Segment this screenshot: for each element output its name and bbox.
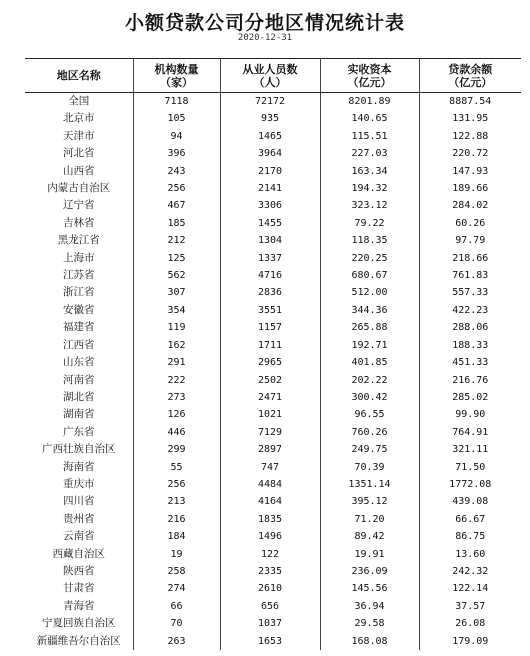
table-row [25,580,521,597]
cell-institutions: 216 [133,511,220,528]
cell-loan-balance: 179.09 [452,635,489,647]
cell-loan-balance: 216.76 [452,374,489,386]
header-paid-in-capital [320,59,419,93]
cell-region: 福建省 [25,319,133,336]
cell-paid-in-capital: 395.12 [320,493,419,510]
cell-employees: 2836 [220,284,320,301]
cell-loan-balance: 189.66 [452,183,489,195]
cell-paid-in-capital: 140.65 [320,110,419,127]
cell-employees: 2502 [220,372,320,389]
cell-region: 青海省 [25,598,133,615]
cell-institutions: 467 [133,197,220,214]
cell-region: 湖南省 [25,406,133,423]
cell-loan-balance: 218.66 [452,252,489,264]
table-row [25,598,521,615]
table-row [25,128,521,145]
cell-region: 天津市 [25,128,133,145]
cell-paid-in-capital: 249.75 [320,441,419,458]
cell-institutions: 354 [133,302,220,319]
table-row [25,319,521,336]
cell-region: 吉林省 [25,215,133,232]
cell-institutions: 66 [133,598,220,615]
cell-paid-in-capital: 96.55 [320,406,419,423]
cell-paid-in-capital: 265.88 [320,319,419,336]
cell-paid-in-capital: 300.42 [320,389,419,406]
cell-paid-in-capital: 36.94 [320,598,419,615]
report-date: 2020-12-31 [237,33,293,43]
table-row [25,615,521,632]
cell-loan-balance: 66.67 [455,513,486,525]
cell-institutions: 258 [133,563,220,580]
cell-region: 河南省 [25,372,133,389]
header-loan-balance [419,59,521,93]
cell-institutions: 7118 [133,93,220,111]
cell-institutions: 94 [133,128,220,145]
table-row [25,406,521,423]
table-row [25,476,521,493]
cell-region: 内蒙古自治区 [25,180,133,197]
table-row [25,197,521,214]
header-unit: （亿元） [448,75,493,89]
cell-loan-balance: 288.06 [452,322,489,334]
cell-institutions: 162 [133,337,220,354]
cell-employees: 2170 [220,163,320,180]
cell-paid-in-capital: 1351.14 [320,476,419,493]
cell-region: 黑龙江省 [25,232,133,249]
cell-employees: 2610 [220,580,320,597]
cell-loan-balance: 147.93 [452,165,489,177]
cell-paid-in-capital: 220.25 [320,250,419,267]
table-row [25,93,521,111]
cell-institutions: 307 [133,284,220,301]
cell-region: 陕西省 [25,563,133,580]
cell-region: 贵州省 [25,511,133,528]
cell-institutions: 256 [133,476,220,493]
cell-employees: 72172 [220,93,320,111]
table-body [25,93,521,651]
cell-institutions: 274 [133,580,220,597]
cell-paid-in-capital: 202.22 [320,372,419,389]
cell-employees: 1455 [220,215,320,232]
table-header [25,59,521,93]
cell-institutions: 299 [133,441,220,458]
table-row [25,633,521,650]
statistics-table [25,58,521,650]
cell-region: 山东省 [25,354,133,371]
cell-region: 浙江省 [25,284,133,301]
cell-institutions: 125 [133,250,220,267]
table-row [25,302,521,319]
cell-institutions: 185 [133,215,220,232]
cell-institutions: 213 [133,493,220,510]
cell-loan-balance: 97.79 [455,235,486,247]
cell-loan-balance: 60.26 [455,217,486,229]
cell-loan-balance: 284.02 [452,200,489,212]
header-region [25,59,133,93]
cell-paid-in-capital: 145.56 [320,580,419,597]
cell-loan-balance: 557.33 [452,287,489,299]
cell-loan-balance: 451.33 [452,357,489,369]
cell-paid-in-capital: 79.22 [320,215,419,232]
table-row [25,563,521,580]
cell-employees: 1021 [220,406,320,423]
cell-institutions: 105 [133,110,220,127]
cell-institutions: 119 [133,319,220,336]
cell-institutions: 446 [133,424,220,441]
cell-employees: 4716 [220,267,320,284]
cell-employees: 2141 [220,180,320,197]
cell-region: 江西省 [25,337,133,354]
table-row [25,511,521,528]
table-row [25,337,521,354]
table-row [25,284,521,301]
cell-institutions: 212 [133,232,220,249]
cell-employees: 3964 [220,145,320,162]
cell-paid-in-capital: 29.58 [320,615,419,632]
cell-region: 辽宁省 [25,197,133,214]
cell-paid-in-capital: 89.42 [320,528,419,545]
table-row [25,163,521,180]
cell-loan-balance: 242.32 [452,565,489,577]
table-row [25,424,521,441]
cell-paid-in-capital: 8201.89 [320,93,419,111]
cell-loan-balance: 761.83 [452,270,489,282]
cell-institutions: 55 [133,459,220,476]
cell-paid-in-capital: 192.71 [320,337,419,354]
cell-employees: 3306 [220,197,320,214]
table-row [25,528,521,545]
cell-paid-in-capital: 227.03 [320,145,419,162]
cell-region: 安徽省 [25,302,133,319]
cell-region: 上海市 [25,250,133,267]
header-label: 贷款余额 [448,62,493,76]
cell-employees: 2897 [220,441,320,458]
cell-institutions: 184 [133,528,220,545]
cell-paid-in-capital: 401.85 [320,354,419,371]
cell-paid-in-capital: 680.67 [320,267,419,284]
cell-employees: 2335 [220,563,320,580]
cell-loan-balance: 321.11 [452,444,489,456]
table-row [25,389,521,406]
cell-paid-in-capital: 323.12 [320,197,419,214]
cell-employees: 3551 [220,302,320,319]
table-row [25,180,521,197]
cell-institutions: 263 [133,633,220,650]
cell-loan-balance: 220.72 [452,148,489,160]
header-employees [220,59,320,93]
cell-institutions: 126 [133,406,220,423]
table-row [25,546,521,563]
table-row [25,110,521,127]
cell-loan-balance: 285.02 [452,391,489,403]
cell-paid-in-capital: 118.35 [320,232,419,249]
cell-institutions: 70 [133,615,220,632]
table-row [25,354,521,371]
cell-region: 新疆维吾尔自治区 [25,633,133,650]
cell-paid-in-capital: 115.51 [320,128,419,145]
cell-paid-in-capital: 512.00 [320,284,419,301]
cell-employees: 1157 [220,319,320,336]
cell-loan-balance: 764.91 [452,426,489,438]
cell-paid-in-capital: 19.91 [320,546,419,563]
cell-paid-in-capital: 194.32 [320,180,419,197]
cell-institutions: 256 [133,180,220,197]
table-row [25,145,521,162]
cell-institutions: 396 [133,145,220,162]
table-row [25,372,521,389]
cell-employees: 1304 [220,232,320,249]
header-unit: （亿元） [347,75,392,89]
header-unit: （家） [160,75,193,89]
cell-employees: 656 [220,598,320,615]
header-unit: （人） [253,75,287,89]
cell-institutions: 562 [133,267,220,284]
header-region-label: 地区名称 [56,69,101,82]
cell-loan-balance: 13.60 [455,548,486,560]
table-row [25,493,521,510]
cell-loan-balance: 99.90 [455,409,486,421]
cell-region: 云南省 [25,528,133,545]
cell-paid-in-capital: 163.34 [320,163,419,180]
cell-region: 宁夏回族自治区 [25,615,133,632]
cell-region: 广西壮族自治区 [25,441,133,458]
cell-paid-in-capital: 344.36 [320,302,419,319]
page-title: 小额贷款公司分地区情况统计表 [124,12,405,34]
cell-region: 江苏省 [25,267,133,284]
cell-paid-in-capital: 70.39 [320,459,419,476]
cell-loan-balance: 122.88 [452,130,489,142]
cell-region: 广东省 [25,424,133,441]
header-label: 机构数量 [154,62,199,76]
cell-paid-in-capital: 760.26 [320,424,419,441]
cell-loan-balance: 439.08 [452,496,489,508]
cell-employees: 7129 [220,424,320,441]
cell-region: 全国 [25,93,133,111]
table-row [25,232,521,249]
cell-region: 四川省 [25,493,133,510]
header-institutions [133,59,220,93]
header-label: 实收资本 [347,62,392,76]
cell-loan-balance: 37.57 [455,600,486,612]
cell-employees: 1711 [220,337,320,354]
cell-loan-balance: 131.95 [452,113,489,125]
cell-employees: 1337 [220,250,320,267]
cell-employees: 4484 [220,476,320,493]
cell-loan-balance: 1772.08 [449,478,492,490]
cell-loan-balance: 188.33 [452,339,489,351]
cell-loan-balance: 26.08 [455,618,486,630]
cell-region: 北京市 [25,110,133,127]
cell-employees: 1496 [220,528,320,545]
cell-region: 甘肃省 [25,580,133,597]
cell-region: 西藏自治区 [25,546,133,563]
cell-loan-balance: 71.50 [455,461,486,473]
cell-institutions: 19 [133,546,220,563]
cell-loan-balance: 8887.54 [449,96,492,107]
cell-institutions: 222 [133,372,220,389]
cell-employees: 1653 [220,633,320,650]
cell-region: 河北省 [25,145,133,162]
cell-region: 湖北省 [25,389,133,406]
cell-employees: 935 [220,110,320,127]
cell-paid-in-capital: 168.08 [320,633,419,650]
cell-region: 海南省 [25,459,133,476]
table-row [25,250,521,267]
cell-loan-balance: 422.23 [452,304,489,316]
cell-region: 重庆市 [25,476,133,493]
cell-employees: 747 [220,459,320,476]
cell-institutions: 273 [133,389,220,406]
table-row [25,267,521,284]
cell-employees: 2471 [220,389,320,406]
cell-region: 山西省 [25,163,133,180]
cell-employees: 4164 [220,493,320,510]
cell-employees: 1037 [220,615,320,632]
cell-paid-in-capital: 236.09 [320,563,419,580]
table-row [25,459,521,476]
cell-institutions: 291 [133,354,220,371]
cell-loan-balance: 122.14 [452,583,489,595]
cell-employees: 1465 [220,128,320,145]
cell-institutions: 243 [133,163,220,180]
table-row [25,441,521,458]
cell-employees: 122 [220,546,320,563]
cell-employees: 1835 [220,511,320,528]
header-row [25,59,521,93]
table-row [25,215,521,232]
cell-loan-balance: 86.75 [455,531,486,543]
cell-employees: 2965 [220,354,320,371]
header-label: 从业人员数 [242,62,298,76]
cell-paid-in-capital: 71.20 [320,511,419,528]
